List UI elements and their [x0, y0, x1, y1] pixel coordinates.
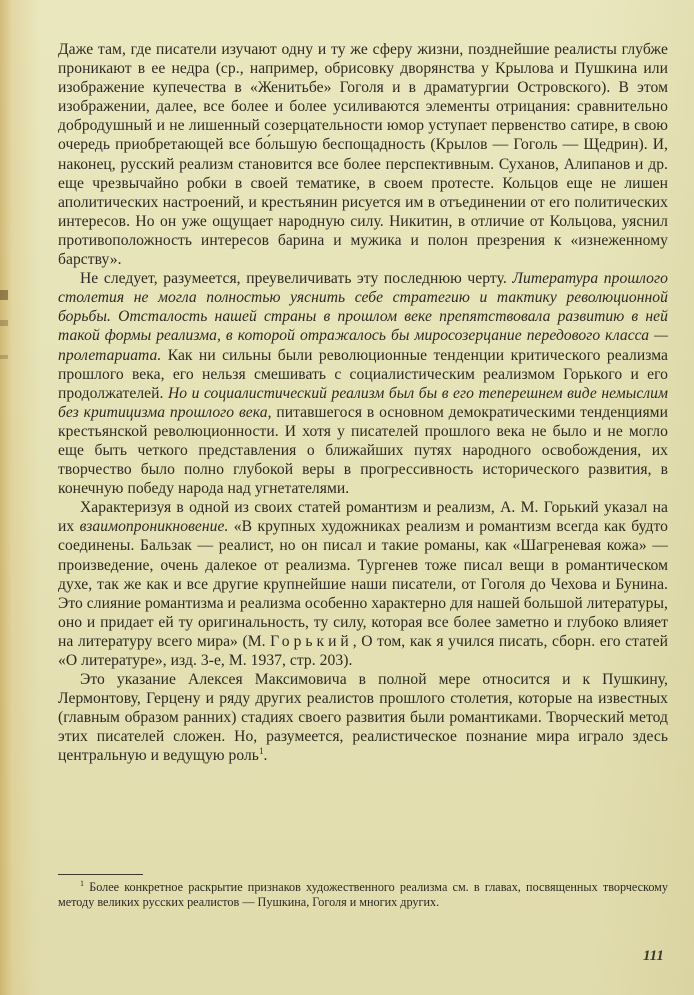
page-body — [58, 40, 668, 766]
footnote-separator — [58, 874, 143, 875]
page-number: 111 — [643, 948, 664, 964]
spine-binding-mark — [0, 320, 8, 326]
text-segment: Не следует, разумеется, преувеличивать эту последнюю черту. — [80, 270, 513, 288]
paragraph-2 — [58, 269, 668, 498]
text-segment: , О том, как я учился писать, сборн. его статей «О литературе», изд. 3-е, М. 1937, стр. 203). — [58, 632, 668, 669]
italic-text: Литература прошлого столетия не могла полностью уяснить себе стратегию и тактику революционной борьбы. Отсталость нашей страны в прошлом веке препятствовала развитию в ней такой формы реализма, в которой отражалось бы миросозерцание передового класса — пролетариата. — [58, 270, 669, 364]
footnote — [58, 880, 668, 909]
text-segment: , питавшегося в основном демократическими тенденциями крестьянской революционности. И хотя у писателей прошлого века не было и не могло еще быть четкого представления о ближайших путях народного освобождения, их творчество было полно глубокой веры в прогрессивность исторического развития, в конечную победу народа над угнетателями. — [58, 403, 668, 498]
author-name: Горький — [270, 632, 353, 650]
paragraph-4 — [58, 670, 668, 765]
footnote-text: Более конкретное раскрытие признаков художественного реализма см. в главах, посвященных творческому методу великих русских реалистов — Пушкина, Гоголя и многих других. — [58, 880, 668, 909]
text-segment: Характеризуя в одной из своих статей романтизм и реализм, А. М. Горький указал на их — [58, 499, 668, 536]
footnote-marker: 1 — [80, 878, 84, 888]
paragraph-3 — [58, 498, 668, 670]
spine-binding-mark — [0, 355, 8, 359]
footnote-reference: 1 — [258, 746, 264, 757]
italic-text: Но и социалистический реализм был бы в его теперешнем виде немыслим без критицизма прошлого века — [58, 384, 668, 421]
spine-binding-mark — [0, 290, 8, 300]
paragraph-1 — [58, 40, 668, 269]
text-segment: Даже там, где писатели изучают одну и ту же сферу жизни, позднейшие реалисты глубже проникают в ее недра (ср., например, обрисовку дворянства у Крылова и Пушкина или изображение купечества в «Женитьбе» Гоголя и в драматургии Островского). В этом изображении, далее, все более и более усиливаются элементы отрицания: сравнительно добродушный и не лишенный созерцательности юмор уступает первенство сатире, в свою очередь приобретающей все бо́льшую беспощадность (Крылов — Гоголь — Щедрин). И, наконец, русский реализм становится все более перспективным. Суханов, Алипанов и др. еще чрезвычайно робки в своей тематике, в своем протесте. Кольцов еще не лишен аполитических настроений, и крестьянин рисуется им в отъединении от его политических интересов. Но он уже ощущает народную силу. Никитин, в отличие от Кольцова, уяснил противоположность интересов барина и мужика и полон презрения к «изнеженному барству». — [58, 41, 668, 269]
text-segment: . — [263, 747, 268, 765]
text-segment: «В крупных художниках реализм и романтизм всегда как будто соединены. Бальзак — реалист, но он писал и такие романы, как «Шагреневая кожа» — произведение, очень далекое от реализма. Тургенев тоже писал вещи в романтическом духе, так же как и все другие крупнейшие наши писатели, от Гоголя до Чехова и Бунина. Это слияние романтизма и реализма особенно характерно для нашей большой литературы, оно и придает ей ту оригинальность, ту силу, которая все более заметно и глубоко влияет на литературу всего мира» (М. — [58, 518, 668, 650]
italic-text: взаимопроникновение. — [79, 518, 229, 536]
text-segment: Это указание Алексея Максимовича в полной мере относится и к Пушкину, Лермонтову, Герцену и ряду других реалистов прошлого столетия, которые на известных (главным образом ранних) стадиях своего развития были романтиками. Творческий метод этих писателей сложен. Но, разумеется, реалистическое познание мира играло здесь центральную и ведущую роль — [58, 671, 668, 765]
text-segment: Как ни сильны были революционные тенденции критического реализма прошлого века, его нельзя смешивать с социалистическим реализмом Горького и его продолжателей. — [58, 346, 668, 402]
